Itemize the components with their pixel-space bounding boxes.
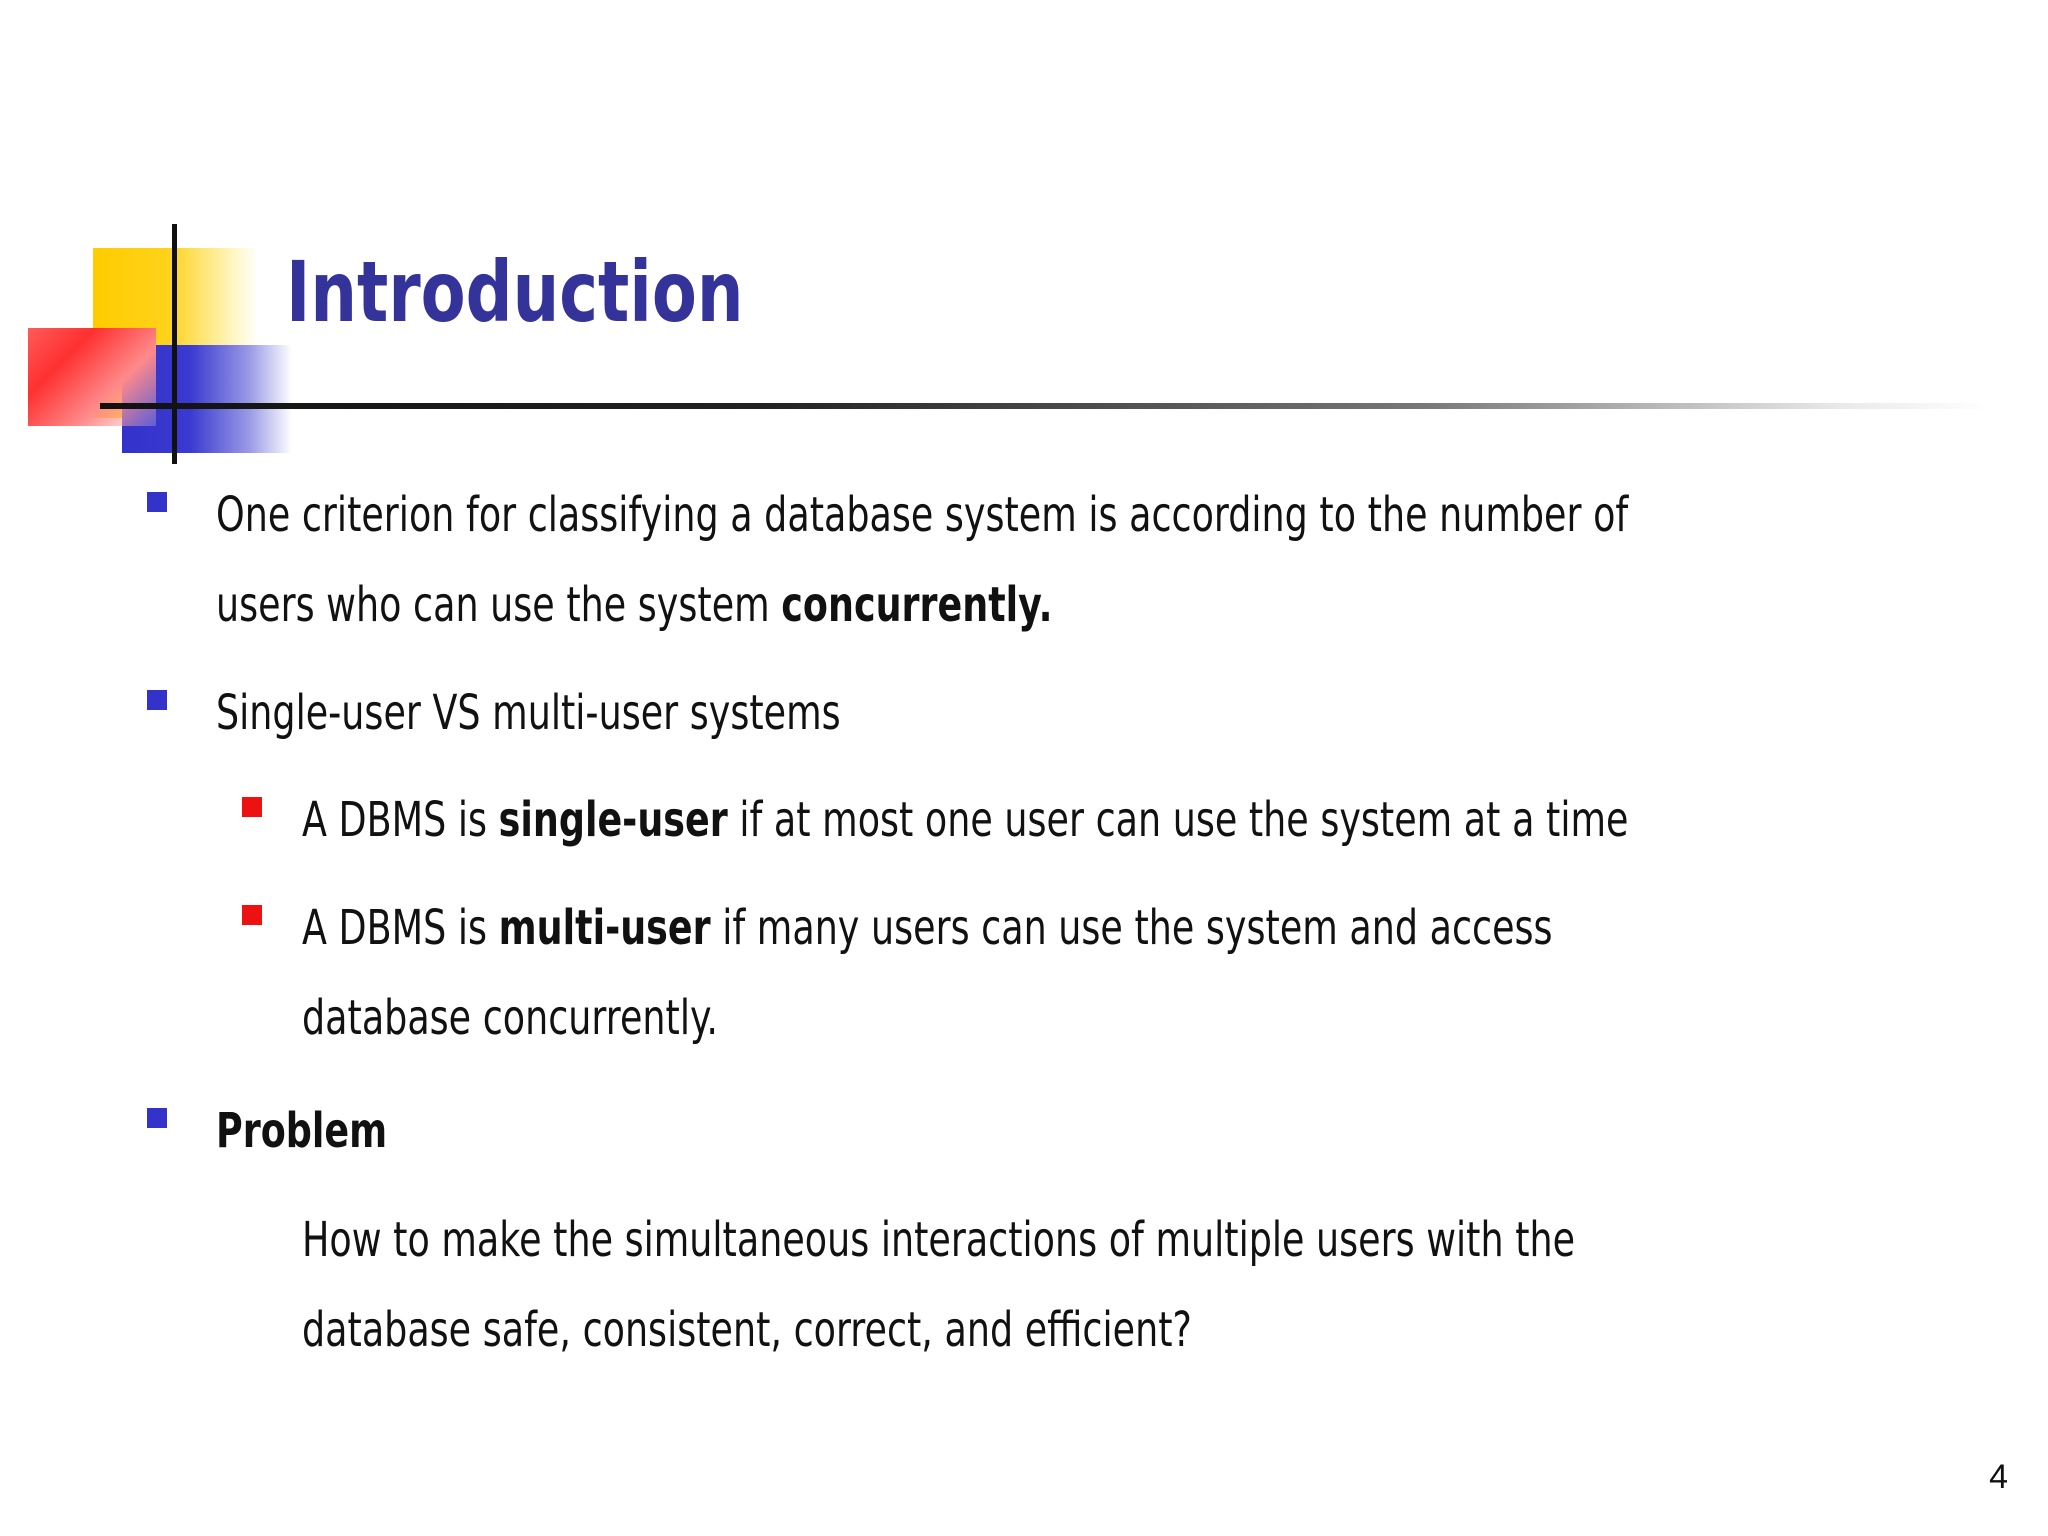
bullet-square-icon bbox=[147, 492, 167, 512]
slide-title: Introduction bbox=[286, 243, 744, 341]
sub-bullet-square-icon bbox=[242, 797, 262, 817]
bullet-2-line-1: Single-user VS multi-user systems bbox=[216, 685, 841, 741]
bullet-square-icon bbox=[147, 690, 167, 710]
bullet-1-line-1: One criterion for classifying a database system is according to the number of bbox=[216, 487, 1629, 543]
sub-bullet-1-suffix: if at most one user can use the system at a time bbox=[727, 792, 1629, 848]
sub-bullet-square-icon bbox=[242, 905, 262, 925]
logo-vertical-line bbox=[172, 224, 177, 464]
problem-detail-line-1: How to make the simultaneous interactions of multiple users with the bbox=[302, 1212, 1576, 1268]
sub-bullet-2-line-2: database concurrently. bbox=[302, 990, 718, 1046]
bullet-3-text bbox=[216, 1086, 387, 1176]
title-underline bbox=[100, 403, 1990, 409]
bullet-1-line-2-plain: users who can use the system bbox=[216, 577, 782, 633]
problem-detail-line-2: database safe, consistent, correct, and efficient? bbox=[302, 1302, 1192, 1358]
sub-bullet-2-text bbox=[302, 883, 1553, 1063]
bullet-3-heading: Problem bbox=[216, 1103, 388, 1159]
bullet-square-icon bbox=[147, 1108, 167, 1128]
sub-bullet-2-prefix: A DBMS is bbox=[302, 900, 499, 956]
bullet-2-text bbox=[216, 668, 841, 758]
page-number: 4 bbox=[1989, 1458, 2008, 1496]
bullet-1-text bbox=[216, 470, 1628, 650]
sub-bullet-2-bold: multi-user bbox=[498, 900, 711, 956]
sub-bullet-2-suffix: if many users can use the system and access bbox=[710, 900, 1553, 956]
sub-bullet-1-prefix: A DBMS is bbox=[302, 792, 499, 848]
bullet-1-line-2-bold: concurrently. bbox=[781, 577, 1053, 633]
logo-red-square bbox=[28, 328, 156, 426]
problem-detail-text bbox=[302, 1195, 1575, 1375]
bullet-1-line-2 bbox=[216, 560, 1628, 650]
sub-bullet-1-line-1 bbox=[302, 775, 1628, 865]
sub-bullet-2-line-1 bbox=[302, 883, 1553, 973]
sub-bullet-1-bold: single-user bbox=[498, 792, 728, 848]
sub-bullet-1-text bbox=[302, 775, 1628, 865]
